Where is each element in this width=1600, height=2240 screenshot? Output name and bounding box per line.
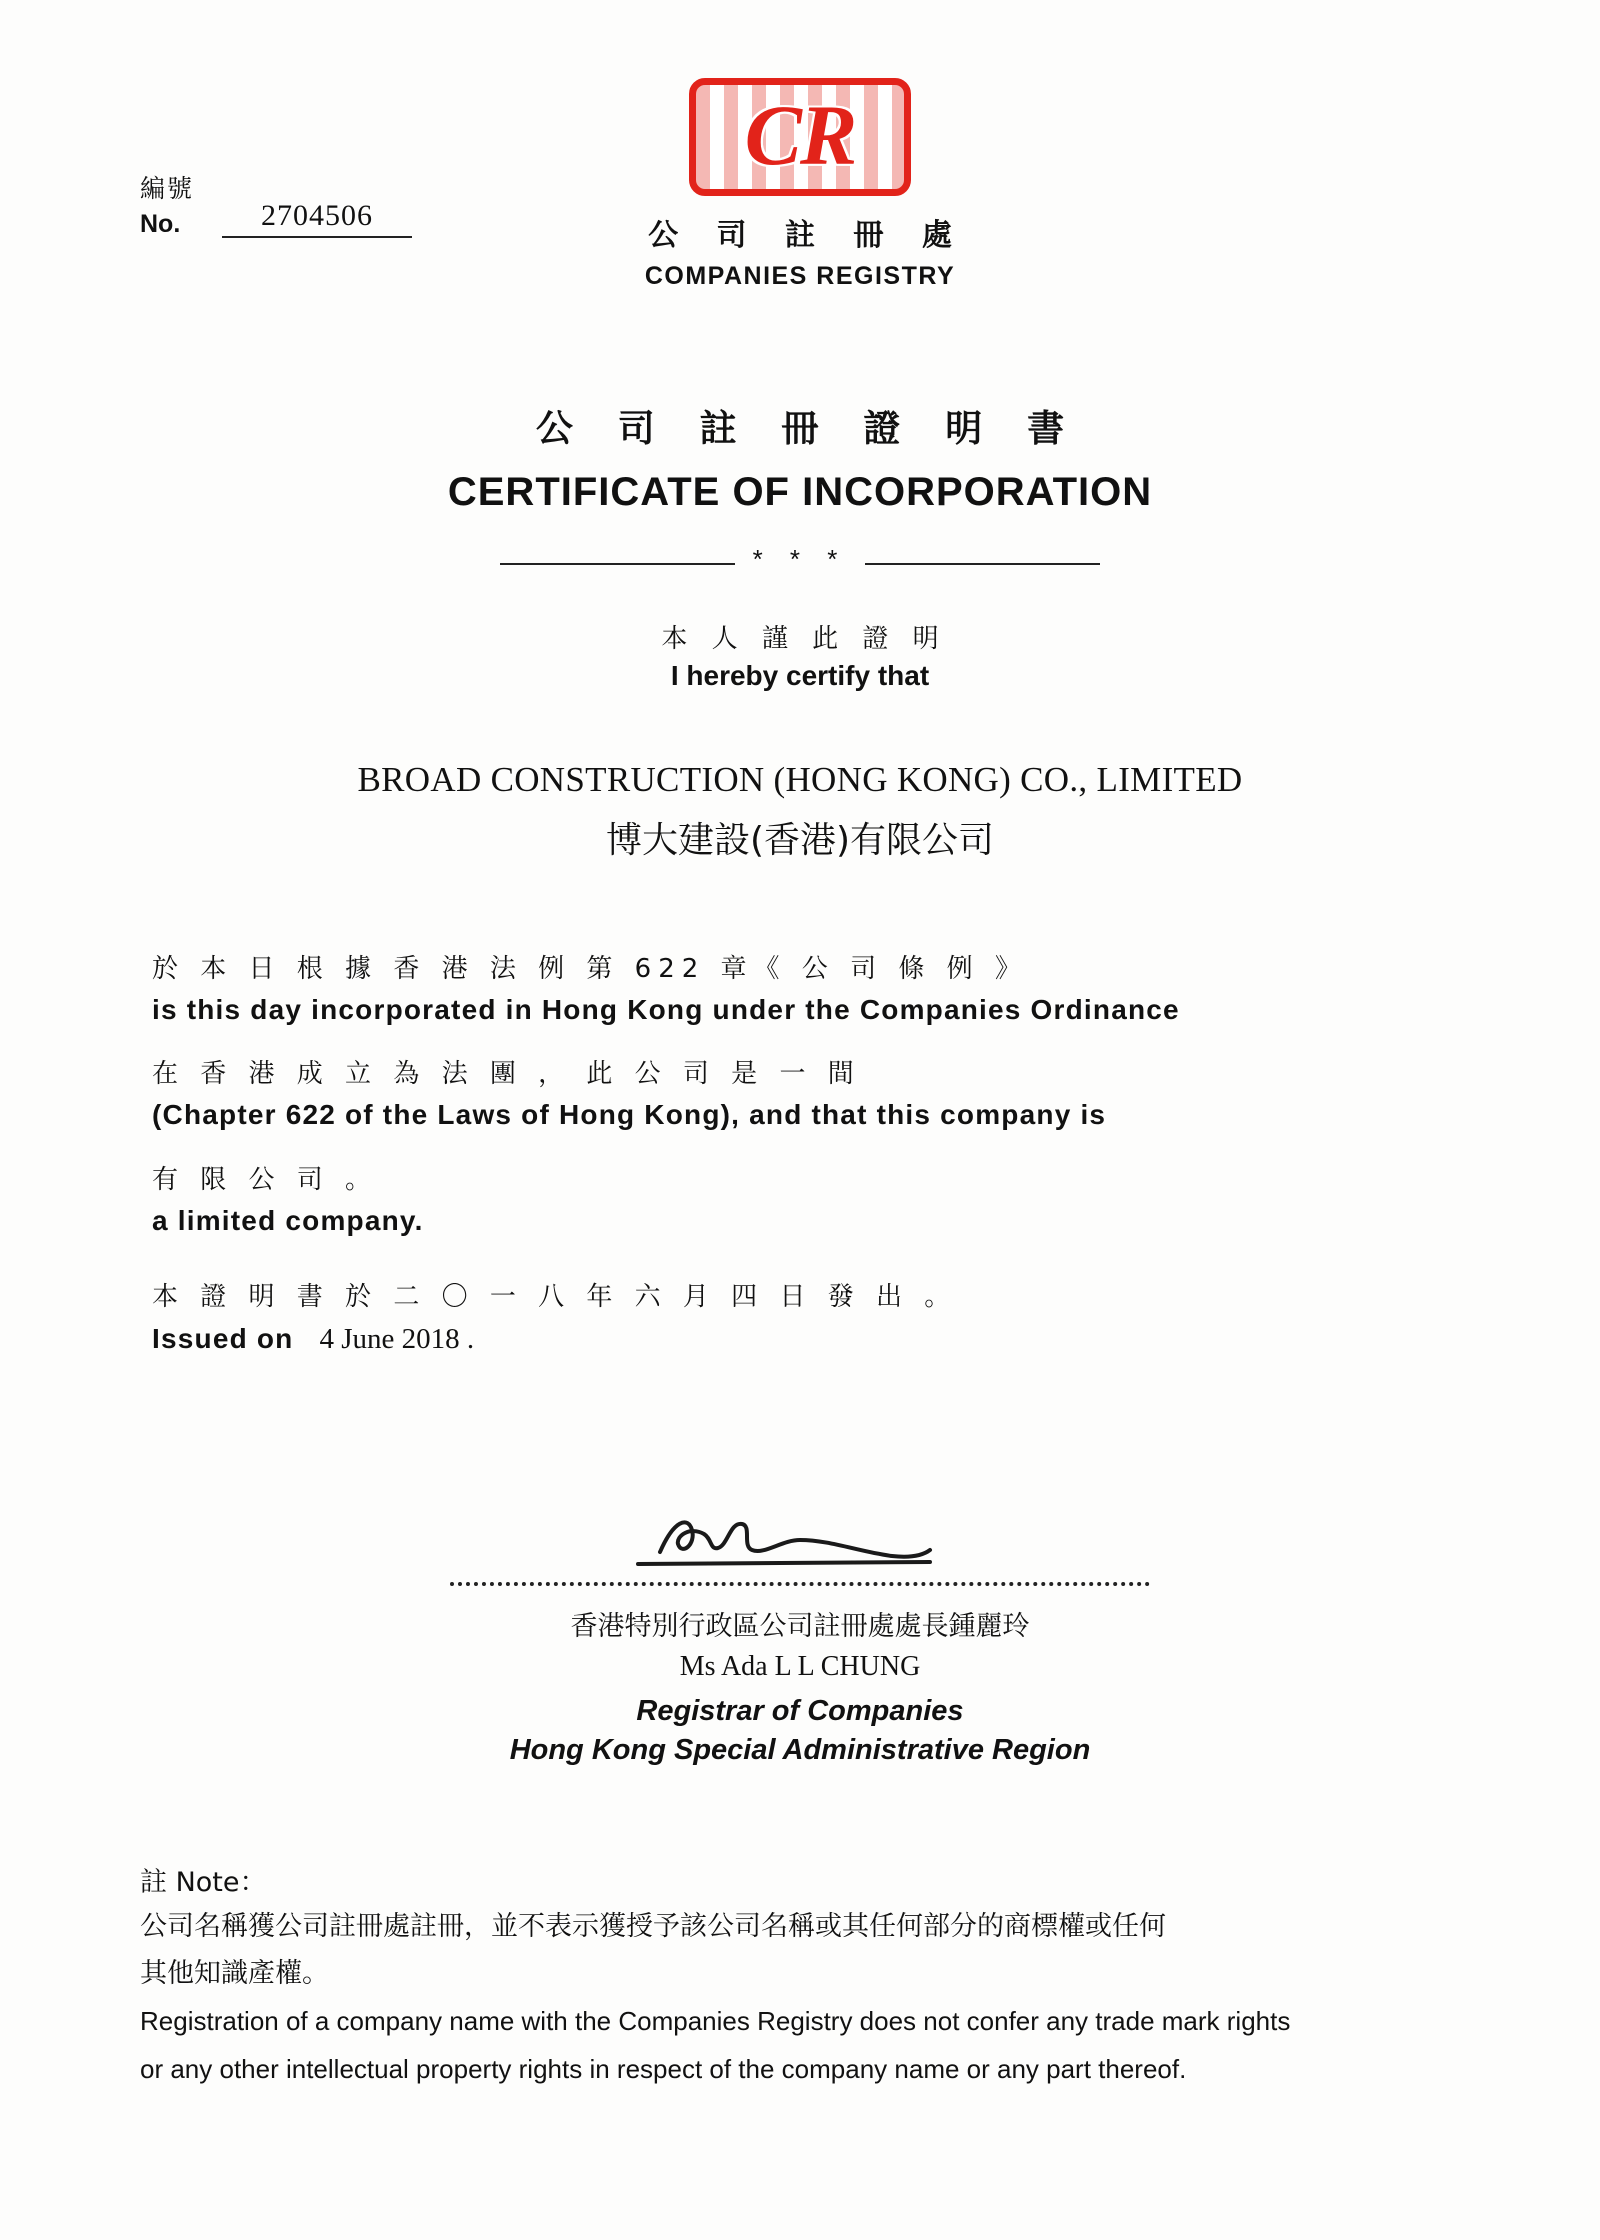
issued-label-en: Issued on <box>152 1323 294 1355</box>
certify-line-en: I hereby certify that <box>670 660 930 691</box>
body-paragraph <box>152 1060 1452 1131</box>
body-line-cn: 在 香 港 成 立 為 法 團 ， 此 公 司 是 一 間 <box>152 1059 861 1090</box>
signature-dotted-line <box>450 1582 1150 1586</box>
body-paragraph <box>152 955 1452 1026</box>
body-paragraph <box>152 1166 1452 1237</box>
note-text-cn-line2: 其他知識產權。 <box>140 1958 329 1990</box>
registry-name-cn: 公 司 註 冊 處 <box>648 218 966 253</box>
certificate-number-block <box>140 175 560 238</box>
note-text-cn-line1: 公司名稱獲公司註冊處註冊，並不表示獲授予該公司名稱或其任何部分的商標權或任何 <box>140 1911 1166 1942</box>
registrar-role-en: Registrar of Companies <box>636 1695 964 1727</box>
handwritten-signature-icon <box>630 1500 970 1580</box>
note-block <box>140 1860 1480 2089</box>
divider-stars: * * * <box>752 544 848 574</box>
body-line-cn: 有 限 公 司 。 <box>152 1164 379 1195</box>
registrar-name-en: Ms Ada L L CHUNG <box>679 1651 921 1682</box>
number-label-cn: 編號 <box>140 174 195 203</box>
issued-block <box>152 1283 1452 1356</box>
company-name-en: BROAD CONSTRUCTION (HONG KONG) CO., LIMITED <box>357 760 1243 799</box>
body-line-en: a limited company. <box>152 1204 424 1236</box>
issued-line-cn: 本 證 明 書 於 二 〇 一 八 年 六 月 四 日 發 出 。 <box>152 1282 958 1313</box>
body-line-en: (Chapter 622 of the Laws of Hong Kong), and that this company is <box>152 1099 1107 1131</box>
body-line-en: is this day incorporated in Hong Kong under the Companies Ordinance <box>152 993 1180 1025</box>
companies-registry-logo-block <box>500 78 1100 291</box>
certificate-number: 2704506 <box>261 199 374 232</box>
certificate-body <box>152 955 1452 1356</box>
note-text-en-line1: Registration of a company name with the Companies Registry does not confer any trade mark rights <box>140 2006 1291 2037</box>
registry-name-en: COMPANIES REGISTRY <box>644 262 956 290</box>
issued-date-en: 4 June 2018 . <box>319 1323 475 1356</box>
certificate-title-cn: 公 司 註 冊 證 明 書 <box>535 407 1081 450</box>
divider-line-left <box>500 563 735 565</box>
body-line-cn: 於 本 日 根 據 香 港 法 例 第 622 章《 公 司 條 例 》 <box>152 954 1028 984</box>
number-value-field <box>222 199 412 238</box>
certificate-title-en: CERTIFICATE OF INCORPORATION <box>447 470 1153 514</box>
registrar-region-en: Hong Kong Special Administrative Region <box>509 1734 1091 1766</box>
title-divider <box>500 544 1100 579</box>
divider-line-right <box>865 563 1100 565</box>
note-text-en-line2: or any other intellectual property rights in respect of the company name or any part thereof. <box>140 2053 1187 2084</box>
registrar-title-cn: 香港特別行政區公司註冊處處長鍾麗玲 <box>570 1611 1030 1642</box>
signature-block <box>0 1500 1600 1767</box>
cr-logo-icon <box>689 78 911 196</box>
certify-line-cn: 本 人 謹 此 證 明 <box>661 624 947 654</box>
company-name-cn: 博大建設(香港)有限公司 <box>605 820 995 861</box>
number-label-en: No. <box>140 209 181 238</box>
note-heading: 註 Note： <box>140 1867 267 1898</box>
